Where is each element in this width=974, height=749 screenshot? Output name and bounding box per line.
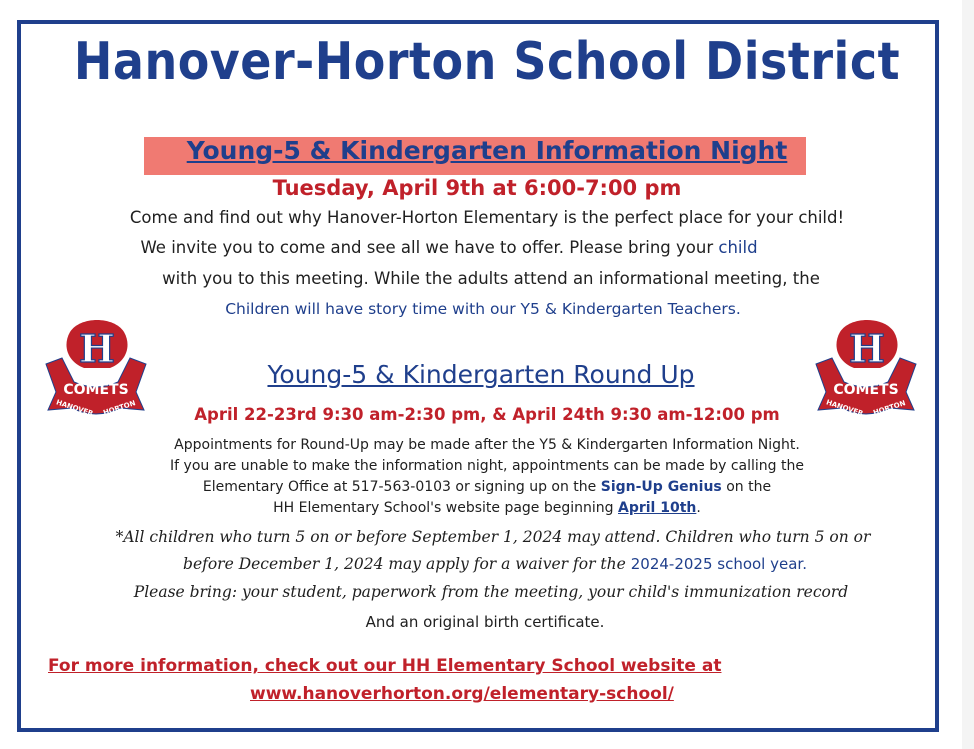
info-night-date: Tuesday, April 9th at 6:00-7:00 pm	[272, 176, 682, 200]
roundup-line-4	[0, 500, 974, 516]
website-link[interactable]: www.hanoverhorton.org/elementary-school/	[250, 684, 674, 704]
logo-mascot: COMETS	[63, 382, 129, 398]
roundup-line-1: Appointments for Round-Up may be made after the Y5 & Kindergarten Information Night.	[174, 437, 800, 453]
roundup-heading: Young-5 & Kindergarten Round Up	[267, 360, 695, 389]
roundup-line-3-end: on the	[721, 479, 772, 495]
bring-line-2: And an original birth certificate.	[365, 613, 605, 631]
logo-right-word: HORTON	[102, 399, 137, 418]
logo-monogram: H	[849, 326, 885, 371]
info-night-heading: Young-5 & Kindergarten Information Night	[186, 136, 788, 165]
roundup-dates: April 22-23rd 9:30 am-2:30 pm, & April 24th 9:30 am-12:00 pm	[194, 405, 780, 424]
logo-mascot: COMETS	[833, 382, 899, 398]
logo-left-word: HANOVER	[55, 398, 95, 418]
eligibility-line-2-text: before December 1, 2024 may apply for a waiver for the	[183, 555, 631, 573]
district-title: Hanover-Horton School District	[73, 30, 901, 92]
roundup-line-4-text: HH Elementary School's website page beginning	[273, 500, 618, 516]
logo-left-word: HANOVER	[825, 398, 865, 418]
logo-right-word: HORTON	[872, 399, 907, 418]
info-line-1: Come and find out why Hanover-Horton Elementary is the perfect place for your child!	[129, 208, 845, 227]
info-line-2-text: We invite you to come and see all we have to offer. Please bring your	[140, 238, 719, 257]
roundup-line-3-text: Elementary Office at 517-563-0103 or signing up on the	[202, 479, 601, 495]
logo-monogram: H	[79, 326, 115, 371]
roundup-start-date: April 10th	[618, 500, 697, 516]
info-line-4: Children will have story time with our Y5 & Kindergarten Teachers.	[225, 300, 741, 318]
roundup-line-2: If you are unable to make the information night, appointments can be made by calling the	[170, 458, 804, 474]
eligibility-line-2	[8, 555, 974, 573]
school-year-label: 2024-2025 school year.	[630, 555, 807, 573]
info-line-2	[0, 238, 936, 257]
roundup-line-3	[0, 479, 974, 495]
eligibility-line-1: *All children who turn 5 on or before September 1, 2024 may attend. Children who turn 5 on or	[115, 528, 871, 546]
more-info-line: For more information, check out our HH Elementary School website at	[48, 656, 722, 676]
info-line-2-child: child	[718, 238, 758, 257]
info-line-3: with you to this meeting. While the adults attend an informational meeting, the	[162, 269, 820, 288]
bring-line-1: Please bring: your student, paperwork from the meeting, your child's immunization record	[133, 583, 849, 601]
signup-genius-label: Sign-Up Genius	[600, 479, 722, 495]
roundup-line-4-end: .	[696, 500, 701, 516]
